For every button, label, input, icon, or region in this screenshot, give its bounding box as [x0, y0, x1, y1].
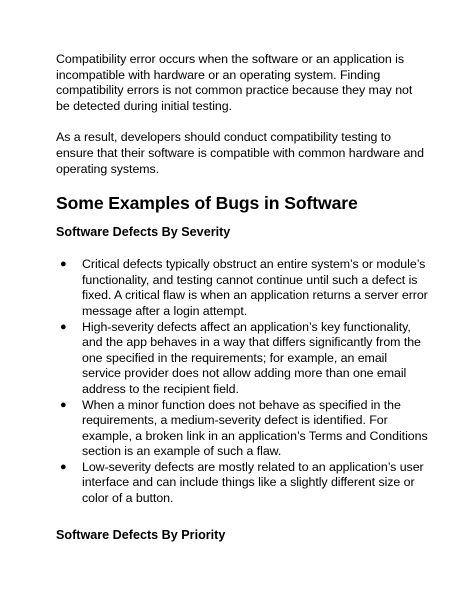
bullet-icon: ●	[60, 258, 67, 271]
list-item	[56, 398, 428, 460]
severity-bullet-list	[56, 257, 428, 507]
paragraph-compatibility-testing: As a result, developers should conduct compatibility testing to ensure that their software is compatible with common hardware and operating systems.	[56, 130, 424, 176]
section-heading: Some Examples of Bugs in Software	[56, 193, 358, 214]
bullet-icon: ●	[60, 398, 67, 411]
list-item	[56, 257, 428, 319]
paragraph-compatibility-error: Compatibility error occurs when the software or an application is incompatible with hardware or an operating system. Finding compatibility errors is not common practice because they may not be detected during initial testing.	[56, 52, 413, 113]
list-item	[56, 460, 428, 507]
subheading-priority: Software Defects By Priority	[56, 527, 226, 542]
list-item-text: Critical defects typically obstruct an entire system’s or module’s functionality, and testing cannot continue until such a defect is fixed. A critical flaw is when an application returns a server error message after a login attempt.	[82, 257, 428, 318]
list-item-text: When a minor function does not behave as specified in the requirements, a medium-severity defect is identified. For example, a broken link in an application’s Terms and Conditions section is an example of such a flaw.	[82, 397, 428, 459]
bullet-icon: ●	[60, 460, 67, 473]
list-item-text: Low-severity defects are mostly related to an application’s user interface and can include things like a slightly different size or color of a button.	[82, 459, 424, 506]
subheading-severity: Software Defects By Severity	[56, 225, 231, 240]
list-item-text: High-severity defects affect an application’s key functionality, and the app behaves in a way that differs significantly from the one specified in the requirements; for example, an email service provider does not allow adding more than one email address to the recipient field.	[82, 319, 421, 396]
list-item	[56, 320, 428, 398]
bullet-icon: ●	[60, 320, 67, 333]
document-body	[56, 52, 428, 543]
